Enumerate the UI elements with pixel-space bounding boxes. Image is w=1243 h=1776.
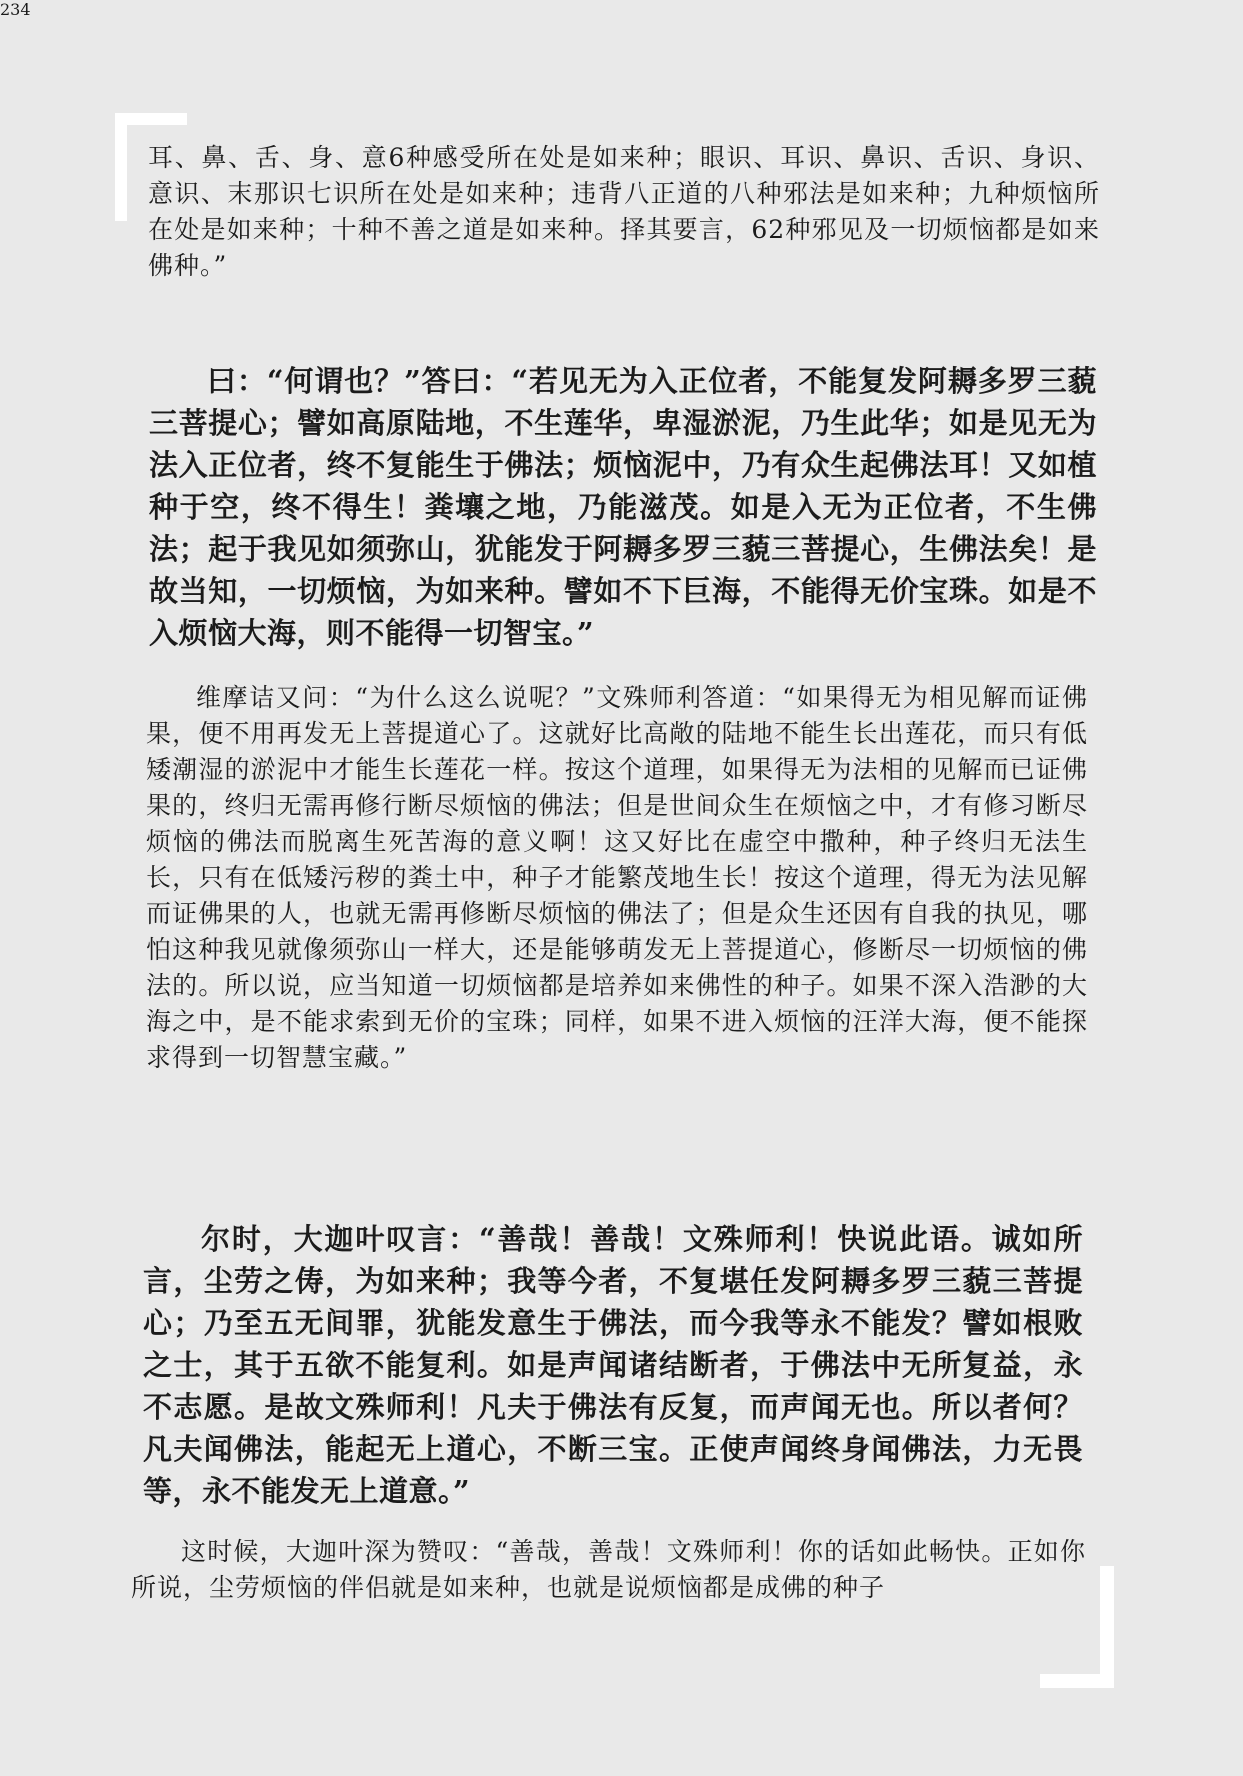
corner-bracket-bottom-right-horizontal [1040, 1674, 1114, 1688]
translation-paragraph-1: 耳、鼻、舌、身、意6种感受所在处是如来种；眼识、耳识、鼻识、舌识、身识、意识、末那识七识所在处是如来种；违背八正道的八种邪法是如来种；九种烦恼所在处是如来种；十种不善之道是如来种。择其要言，62种邪见及一切烦恼都是如来佛种。” [148, 143, 1100, 280]
corner-bracket-top-left-horizontal [115, 113, 187, 125]
corner-bracket-top-left-vertical [115, 113, 127, 221]
scripture-paragraph-2: 尔时，大迦叶叹言：“善哉！善哉！文殊师利！快说此语。诚如所言，尘劳之俦，为如来种；我等今者，不复堪任发阿耨多罗三藐三菩提心；乃至五无间罪，犹能发意生于佛法，而今我等永不能发？譬如根败之士，其于五欲不能复利。如是声闻诸结断者，于佛法中无所复益，永不志愿。是故文殊师利！凡夫于佛法有反复，而声闻无也。所以者何？凡夫闻佛法，能起无上道心，不断三宝。正使声闻终身闻佛法，力无畏等，永不能发无上道意。” [143, 1222, 1083, 1508]
translation-paragraph-3: 这时候，大迦叶深为赞叹：“善哉，善哉！文殊师利！你的话如此畅快。正如你所说，尘劳烦恼的伴侣就是如来种，也就是说烦恼都是成佛的种子 [131, 1537, 1086, 1602]
translation-paragraph-2: 维摩诘又问：“为什么这么说呢？”文殊师利答道：“如果得无为相见解而证佛果，便不用再发无上菩提道心了。这就好比高敞的陆地不能生长出莲花，而只有低矮潮湿的淤泥中才能生长莲花一样。按这个道理，如果得无为法相的见解而已证佛果的，终归无需再修行断尽烦恼的佛法；但是世间众生在烦恼之中，才有修习断尽烦恼的佛法而脱离生死苦海的意义啊！这又好比在虚空中撒种，种子终归无法生长，只有在低矮污秽的粪土中，种子才能繁茂地生长！按这个道理，得无为法见解而证佛果的人，也就无需再修断尽烦恼的佛法了；但是众生还因有自我的执见，哪怕这种我见就像须弥山一样大，还是能够萌发无上菩提道心，修断尽一切烦恼的佛法的。所以说，应当知道一切烦恼都是培养如来佛性的种子。如果不深入浩渺的大海之中，是不能求索到无价的宝珠；同样，如果不进入烦恼的汪洋大海，便不能探求得到一切智慧宝藏。” [146, 683, 1088, 1072]
scripture-paragraph-1: 曰：“何谓也？”答曰：“若见无为入正位者，不能复发阿耨多罗三藐三菩提心；譬如高原陆地，不生莲华，卑湿淤泥，乃生此华；如是见无为法入正位者，终不复能生于佛法；烦恼泥中，乃有众生起佛法耳！又如植种于空，终不得生！粪壤之地，乃能滋茂。如是入无为正位者，不生佛法；起于我见如须弥山，犹能发于阿耨多罗三藐三菩提心，生佛法矣！是故当知，一切烦恼，为如来种。譬如不下巨海，不能得无价宝珠。如是不入烦恼大海，则不能得一切智宝。” [149, 364, 1097, 650]
corner-bracket-bottom-right-vertical [1100, 1566, 1114, 1688]
page-number: 234 [0, 0, 31, 19]
